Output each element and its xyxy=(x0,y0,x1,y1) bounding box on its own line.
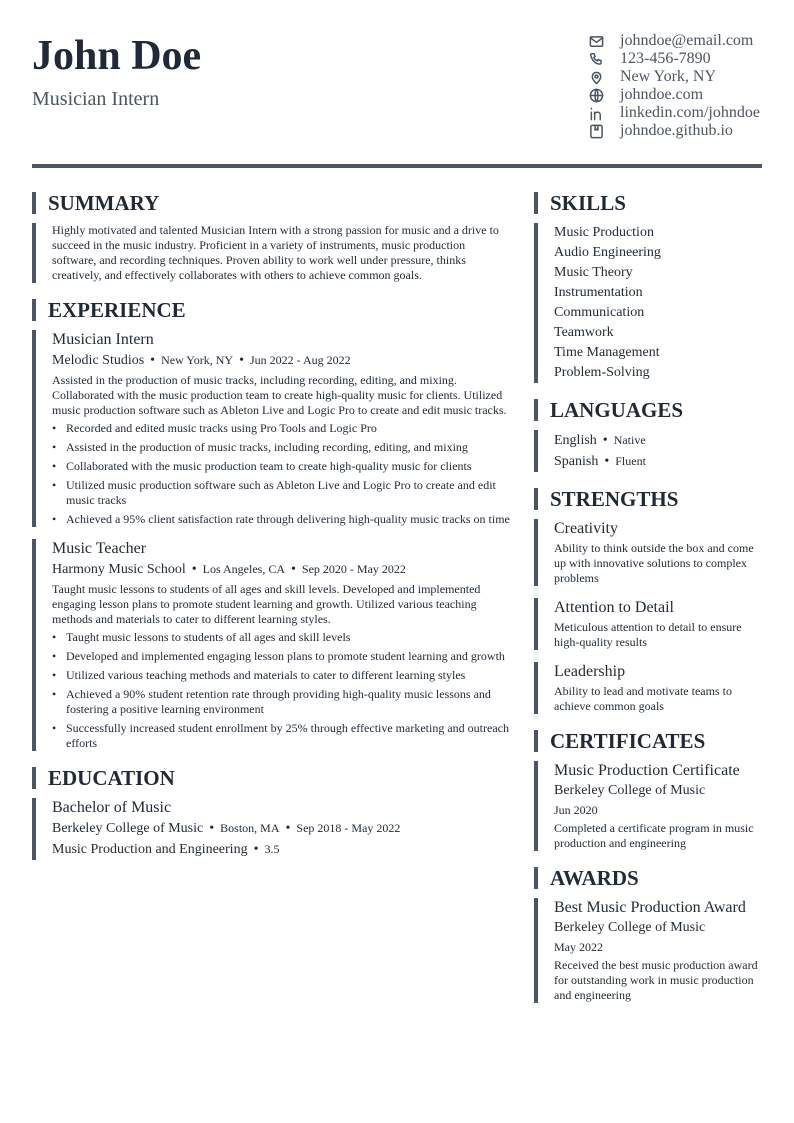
candidate-title: Musician Intern xyxy=(32,88,160,110)
award-desc: Received the best music production award for outstanding work in music production and engineering xyxy=(554,958,758,1002)
skill-item: Problem-Solving xyxy=(554,365,650,380)
skill-item: Time Management xyxy=(554,345,660,360)
language-name: Spanish xyxy=(554,454,599,469)
field-of-study: Music Production and Engineering xyxy=(52,842,248,857)
job-title: Music Teacher xyxy=(52,540,147,557)
contact-email-text: johndoe@email.com xyxy=(620,32,754,49)
contact-linkedin-text: linkedin.com/johndoe xyxy=(620,104,760,121)
degree-name: Bachelor of Music xyxy=(52,799,172,816)
skills-heading: SKILLS xyxy=(534,192,762,214)
languages-list xyxy=(534,430,762,472)
strength-entry xyxy=(534,662,762,714)
strengths-section xyxy=(534,488,762,714)
school-meta: Berkeley College of Music • Boston, MA • Sep 2018 - May 2022 xyxy=(52,821,401,836)
summary-section xyxy=(32,192,512,283)
skill-item: Communication xyxy=(554,305,645,320)
header-divider xyxy=(32,164,762,168)
award-title: Best Music Production Award xyxy=(554,899,746,916)
summary-text: Highly motivated and talented Musician Intern with a strong passion for music and a drive to succeed in the music industry. Proficient in a variety of instruments, music production software, and recording techniques. Proven ability to work well under pressure, thinks creatively, and effectively collaborates with others to achieve common goals. xyxy=(52,223,499,282)
contact-github[interactable] xyxy=(588,122,762,140)
contact-website-text: johndoe.com xyxy=(620,86,704,103)
job-bullet: • Collaborated with the music production team to create high-quality music for clients xyxy=(52,459,512,474)
resume-header xyxy=(32,30,762,150)
job-bullet: • Developed and implemented engaging lesson plans to promote student learning and growth xyxy=(52,649,512,664)
right-column xyxy=(534,192,762,1019)
contact-email[interactable] xyxy=(588,32,762,50)
skill-item: Audio Engineering xyxy=(554,245,661,260)
experience-section xyxy=(32,299,512,751)
school-location: Boston, MA xyxy=(220,821,280,835)
job-description: Taught music lessons to students of all ages and skill levels. Developed and implemented engaging lesson plans to promote student learning and growth. Utilized various teaching methods and materials to cater to different learning styles. xyxy=(52,582,481,626)
experience-entry xyxy=(32,330,512,527)
job-bullet: • Assisted in the production of music tracks, including recording, editing, and mixing xyxy=(52,440,512,455)
contact-website[interactable] xyxy=(588,86,762,104)
job-meta: Harmony Music School • Los Angeles, CA • Sep 2020 - May 2022 xyxy=(52,562,406,577)
awards-heading: AWARDS xyxy=(534,867,762,889)
languages-heading: LANGUAGES xyxy=(534,399,762,421)
award-date: May 2022 xyxy=(554,940,603,954)
experience-heading: EXPERIENCE xyxy=(32,299,512,321)
certificate-date: Jun 2020 xyxy=(554,803,598,817)
contact-location xyxy=(588,68,762,86)
language-level: Fluent xyxy=(615,454,646,468)
job-dates: Sep 2020 - May 2022 xyxy=(301,562,406,576)
job-bullet: • Achieved a 90% student retention rate through providing high-quality music lessons and fostering a positive learning environment xyxy=(52,687,512,717)
job-bullet: • Recorded and edited music tracks using Pro Tools and Logic Pro xyxy=(52,421,512,436)
github-icon xyxy=(588,123,604,139)
strength-desc: Ability to lead and motivate teams to achieve common goals xyxy=(554,684,732,713)
job-bullet: • Achieved a 95% client satisfaction rate through delivering high-quality music tracks on time xyxy=(52,512,512,527)
job-title: Musician Intern xyxy=(52,331,154,348)
award-issuer: Berkeley College of Music xyxy=(554,920,706,935)
strength-desc: Meticulous attention to detail to ensure high-quality results xyxy=(554,620,742,649)
language-level: Native xyxy=(613,433,646,447)
skill-item: Teamwork xyxy=(554,325,614,340)
job-location: Los Angeles, CA xyxy=(202,562,286,576)
education-heading: EDUCATION xyxy=(32,767,512,789)
contact-github-text: johndoe.github.io xyxy=(620,122,733,139)
languages-section xyxy=(534,399,762,472)
strength-desc: Ability to think outside the box and come up with innovative solutions to complex problems xyxy=(554,541,754,585)
contact-phone[interactable] xyxy=(588,50,762,68)
field-meta: Music Production and Engineering • 3.5 xyxy=(52,842,280,857)
certificates-heading: CERTIFICATES xyxy=(534,730,762,752)
language-item: Spanish • Fluent xyxy=(554,454,646,469)
strength-entry xyxy=(534,519,762,586)
contact-location-text: New York, NY xyxy=(620,68,717,85)
contact-linkedin[interactable] xyxy=(588,104,762,122)
gpa: 3.5 xyxy=(264,842,280,856)
job-meta: Melodic Studios • New York, NY • Jun 2022 - Aug 2022 xyxy=(52,353,351,368)
job-bullet: • Successfully increased student enrollment by 25% through effective marketing and outreach efforts xyxy=(52,721,512,751)
job-location: New York, NY xyxy=(161,353,234,367)
experience-entry xyxy=(32,539,512,751)
education-entry xyxy=(32,798,512,860)
certificates-section xyxy=(534,730,762,851)
job-bullet: • Utilized music production software such as Ableton Live and Logic Pro to create and edit music tracks xyxy=(52,478,512,508)
candidate-name: John Doe xyxy=(32,33,202,79)
mail-icon xyxy=(588,33,604,49)
job-bullet: • Taught music lessons to students of all ages and skill levels xyxy=(52,630,512,645)
language-name: English xyxy=(554,433,597,448)
phone-icon xyxy=(588,51,604,67)
award-entry xyxy=(534,898,762,1003)
job-bullets xyxy=(52,630,512,751)
strength-title: Leadership xyxy=(554,663,626,680)
certificate-entry xyxy=(534,761,762,851)
certificate-issuer: Berkeley College of Music xyxy=(554,783,706,798)
company-name: Harmony Music School xyxy=(52,562,186,577)
contact-phone-text: 123-456-7890 xyxy=(620,50,711,67)
skills-section xyxy=(534,192,762,383)
summary-body xyxy=(32,223,512,283)
school-dates: Sep 2018 - May 2022 xyxy=(296,821,401,835)
skills-list xyxy=(534,223,762,383)
strength-title: Creativity xyxy=(554,520,618,537)
contact-list xyxy=(588,32,762,140)
language-item: English • Native xyxy=(554,433,646,448)
awards-section xyxy=(534,867,762,1003)
skill-item: Instrumentation xyxy=(554,285,643,300)
school-name: Berkeley College of Music xyxy=(52,821,204,836)
company-name: Melodic Studios xyxy=(52,353,145,368)
job-bullets xyxy=(52,421,512,527)
strength-title: Attention to Detail xyxy=(554,599,674,616)
globe-icon xyxy=(588,87,604,103)
certificate-title: Music Production Certificate xyxy=(554,762,740,779)
skill-item: Music Theory xyxy=(554,265,633,280)
certificate-desc: Completed a certificate program in music production and engineering xyxy=(554,821,754,850)
left-column xyxy=(32,192,512,876)
location-icon xyxy=(588,69,604,85)
job-dates: Jun 2022 - Aug 2022 xyxy=(250,353,351,367)
linkedin-icon xyxy=(588,105,604,121)
education-section xyxy=(32,767,512,860)
job-bullet: • Utilized various teaching methods and materials to cater to different learning styles xyxy=(52,668,512,683)
summary-heading: SUMMARY xyxy=(32,192,512,214)
strength-entry xyxy=(534,598,762,650)
skill-item: Music Production xyxy=(554,225,654,240)
job-description: Assisted in the production of music tracks, including recording, editing, and mixing. Collaborated with the music production team to create high-quality music for clients. Utilized music production software such as Ableton Live and Logic Pro to create and edit music tracks. xyxy=(52,373,507,417)
strengths-heading: STRENGTHS xyxy=(534,488,762,510)
